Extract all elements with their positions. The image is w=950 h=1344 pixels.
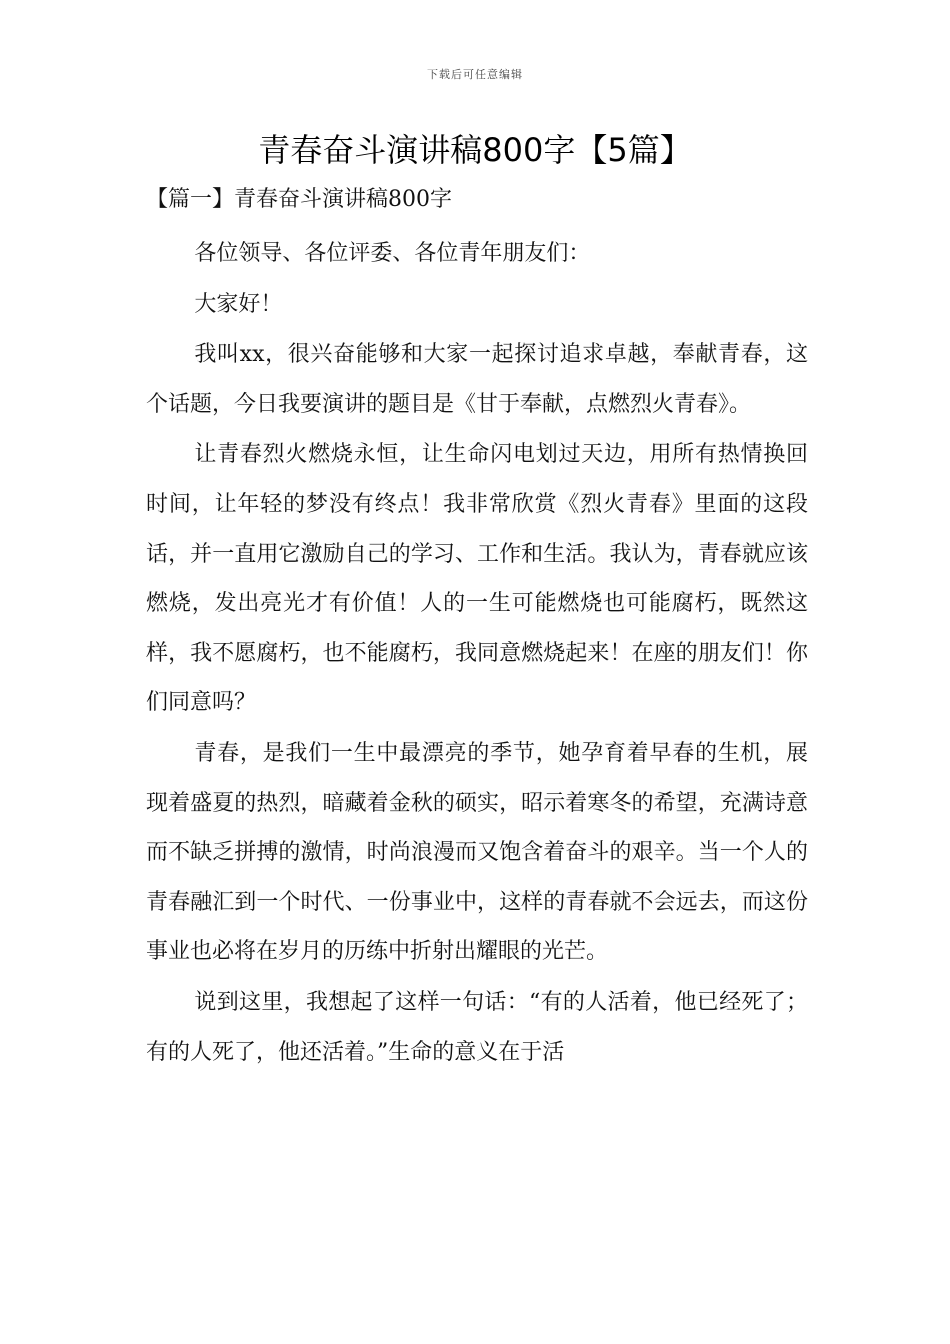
paragraph-greeting: 大家好！	[194, 291, 283, 317]
paragraph-salutation: 各位领导、各位评委、各位青年朋友们：	[194, 241, 591, 266]
paragraph-youth-season: 青春，是我们一生中最漂亮的季节，她孕育着早春的生机，展现着盛夏的热烈，暗藏着金秋的硕实，昭示着寒冬的希望，充满诗意而不缺乏拼搏的激情，时尚浪漫而又饱含着奋斗的艰辛。当一个人的青春融汇到一个时代、一份事业中，这样的青春就不会远去，而这份事业也必将在岁月的历练中折射出耀眼的光芒。	[146, 740, 808, 965]
document-title: 青春奋斗演讲稿800字【5篇】	[258, 131, 692, 169]
paragraph-intro: 我叫xx，很兴奋能够和大家一起探讨追求卓越，奉献青春，这个话题，今日我要演讲的题目是《甘于奉献，点燃烈火青春》。	[146, 342, 808, 417]
document-body	[146, 176, 808, 1078]
paragraph-quote: 说到这里，我想起了这样一句话：“有的人活着，他已经死了；有的人死了，他还活着。”生命的意义在于活	[146, 989, 808, 1065]
paragraph-youth-fire: 让青春烈火燃烧永恒，让生命闪电划过天边，用所有热情换回时间，让年轻的梦没有终点！我非常欣赏《烈火青春》里面的这段话，并一直用它激励自己的学习、工作和生活。我认为，青春就应该燃烧，发出亮光才有价值！人的一生可能燃烧也可能腐朽，既然这样，我不愿腐朽，也不能腐朽，我同意燃烧起来！在座的朋友们！你们同意吗？	[146, 442, 808, 716]
header-note: 下载后可任意编辑	[427, 68, 523, 81]
section-heading: 【篇一】青春奋斗演讲稿800字	[146, 187, 452, 212]
